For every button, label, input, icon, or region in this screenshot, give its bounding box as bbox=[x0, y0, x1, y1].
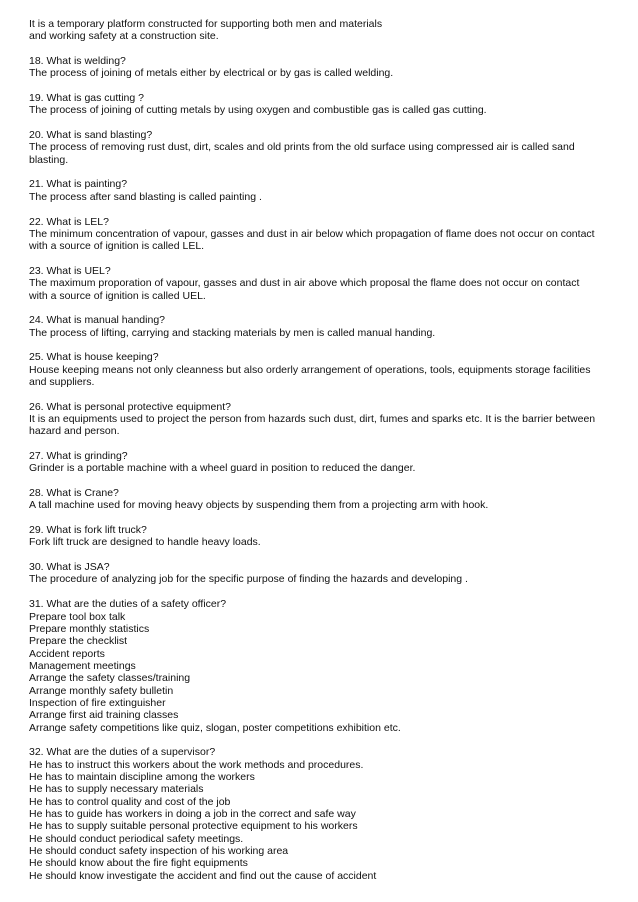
list-item: Arrange the safety classes/training bbox=[29, 672, 191, 685]
list-item: He has to guide has workers in doing a job in the correct and safe way bbox=[29, 808, 356, 820]
supervisor-duties bbox=[29, 746, 599, 882]
list-item: He should conduct safety inspection of his working area bbox=[29, 845, 289, 858]
question: 31. What are the duties of a safety officer? bbox=[29, 598, 227, 611]
intro-paragraph bbox=[29, 18, 599, 43]
question: 30. What is JSA? bbox=[29, 561, 110, 574]
list-item: Inspection of fire extinguisher bbox=[29, 696, 166, 709]
question: 26. What is personal protective equipment? bbox=[29, 400, 231, 413]
document-page bbox=[29, 18, 599, 882]
question: 20. What is sand blasting? bbox=[29, 129, 153, 142]
answer: Fork lift truck are designed to handle heavy loads. bbox=[29, 536, 261, 549]
qa-jsa bbox=[29, 561, 599, 586]
qa-uel bbox=[29, 265, 599, 302]
question: 24. What is manual handing? bbox=[29, 314, 166, 327]
list-item: He has to control quality and cost of the job bbox=[29, 795, 231, 808]
answer: It is an equipments used to project the person from hazards such dust, dirt, fumes and sparks etc. It is the barrier between hazard and person. bbox=[29, 413, 596, 438]
qa-painting bbox=[29, 178, 599, 203]
qa-welding bbox=[29, 55, 599, 80]
answer: The process of joining of cutting metals by using oxygen and combustible gas is called gas cutting. bbox=[29, 104, 487, 117]
list-item: Accident reports bbox=[29, 647, 105, 660]
qa-gas-cutting bbox=[29, 92, 599, 117]
qa-crane bbox=[29, 487, 599, 512]
answer: The process of removing rust dust, dirt, scales and old prints from the old surface using compressed air is called sand blasting. bbox=[29, 141, 575, 166]
list-item: He has to supply necessary materials bbox=[29, 783, 204, 796]
question: 28. What is Crane? bbox=[29, 487, 119, 500]
list-item: He has to instruct this workers about the work methods and procedures. bbox=[29, 758, 364, 771]
list-item: He should know about the fire fight equipments bbox=[29, 857, 248, 870]
list-item: Arrange first aid training classes bbox=[29, 709, 179, 722]
question: 27. What is grinding? bbox=[29, 450, 128, 463]
question: 22. What is LEL? bbox=[29, 215, 109, 228]
safety-officer-duties bbox=[29, 598, 599, 734]
list-item: He has to supply suitable personal protective equipment to his workers bbox=[29, 820, 358, 833]
list-item: He should conduct periodical safety meetings. bbox=[29, 832, 244, 845]
list-item: He has to maintain discipline among the workers bbox=[29, 770, 255, 783]
question: 23. What is UEL? bbox=[29, 264, 111, 277]
list-item: Arrange safety competitions like quiz, slogan, poster competitions exhibition etc. bbox=[29, 721, 401, 734]
qa-ppe bbox=[29, 401, 599, 438]
qa-lel bbox=[29, 216, 599, 253]
question: 21. What is painting? bbox=[29, 178, 128, 191]
answer: A tall machine used for moving heavy objects by suspending them from a projecting arm with hook. bbox=[29, 499, 489, 512]
answer: The process after sand blasting is called painting . bbox=[29, 190, 262, 203]
qa-manual-handing bbox=[29, 314, 599, 339]
qa-sand-blasting bbox=[29, 129, 599, 166]
qa-grinding bbox=[29, 450, 599, 475]
intro-line: and working safety at a construction site. bbox=[29, 30, 219, 43]
qa-fork-lift bbox=[29, 524, 599, 549]
qa-house-keeping bbox=[29, 351, 599, 388]
intro-line: It is a temporary platform constructed for supporting both men and materials bbox=[29, 18, 383, 30]
list-item: Prepare monthly statistics bbox=[29, 622, 150, 635]
answer: The procedure of analyzing job for the specific purpose of finding the hazards and developing . bbox=[29, 573, 468, 586]
question: 29. What is fork lift truck? bbox=[29, 524, 147, 537]
answer: The maximum proporation of vapour, gasses and dust in air above which proposal the flame does not occur on contact with a source of ignition is called UEL. bbox=[29, 277, 580, 302]
list-item: Prepare the checklist bbox=[29, 635, 128, 648]
list-item: Prepare tool box talk bbox=[29, 610, 126, 623]
list-item: Arrange monthly safety bulletin bbox=[29, 684, 174, 697]
question: 19. What is gas cutting ? bbox=[29, 92, 144, 105]
question: 25. What is house keeping? bbox=[29, 351, 159, 364]
question: 18. What is welding? bbox=[29, 55, 126, 68]
answer: Grinder is a portable machine with a wheel guard in position to reduced the danger. bbox=[29, 462, 416, 475]
answer: The process of joining of metals either by electrical or by gas is called welding. bbox=[29, 67, 394, 80]
answer: The process of lifting, carrying and stacking materials by men is called manual handing. bbox=[29, 326, 436, 339]
answer: House keeping means not only cleanness but also orderly arrangement of operations, tools, equipments storage facilities and suppliers. bbox=[29, 363, 591, 388]
list-item: He should know investigate the accident and find out the cause of accident bbox=[29, 869, 377, 882]
answer: The minimum concentration of vapour, gasses and dust in air below which propagation of flame does not occur on contact with a source of ignition is called LEL. bbox=[29, 227, 595, 253]
question: 32. What are the duties of a supervisor? bbox=[29, 746, 216, 759]
list-item: Management meetings bbox=[29, 659, 136, 672]
